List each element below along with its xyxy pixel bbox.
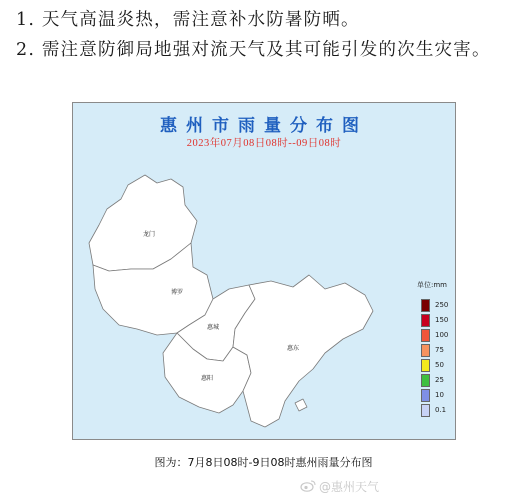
district-label-boluo: 博罗 <box>171 289 184 296</box>
figure-caption: 图为：7月8日08时-9日08时惠州雨量分布图 <box>154 456 373 469</box>
watermark <box>300 478 379 495</box>
legend-value: 25 <box>435 376 444 384</box>
legend-swatch <box>421 314 430 327</box>
legend-value: 0.1 <box>435 406 447 414</box>
rainfall-map <box>72 102 456 440</box>
legend-item <box>421 329 461 342</box>
legend-item <box>421 404 461 417</box>
legend-unit: 单位:mm <box>417 281 447 289</box>
legend-item <box>421 299 461 312</box>
notice-line-2: 2. 需注意防御局地强对流天气及其可能引发的次生灾害。 <box>16 40 491 60</box>
legend-value: 250 <box>435 301 449 309</box>
legend-value: 50 <box>435 361 444 369</box>
legend-swatch <box>421 359 430 372</box>
map-title: 惠州市雨量分布图 <box>160 116 368 136</box>
legend-swatch <box>421 389 430 402</box>
notice-line-1: 1. 天气高温炎热，需注意补水防暑防晒。 <box>16 10 360 30</box>
coast-island <box>295 399 307 411</box>
legend-item <box>421 389 461 402</box>
legend-swatch <box>421 344 430 357</box>
legend-value: 100 <box>435 331 449 339</box>
legend-item <box>421 359 461 372</box>
legend-value: 10 <box>435 391 444 399</box>
legend-value: 75 <box>435 346 444 354</box>
district-label-longmen: 龙门 <box>143 231 156 238</box>
map-subtitle: 2023年07月08日08时--09日08时 <box>186 138 342 149</box>
legend-item <box>421 314 461 327</box>
district-label-huidong: 惠东 <box>287 345 300 352</box>
district-label-huicheng: 惠城 <box>207 324 220 331</box>
legend-swatch <box>421 329 430 342</box>
legend-swatch <box>421 404 430 417</box>
legend-swatch <box>421 374 430 387</box>
legend-item <box>421 344 461 357</box>
map-district-shapes <box>73 103 455 439</box>
legend-swatch <box>421 299 430 312</box>
legend-value: 150 <box>435 316 449 324</box>
watermark-text: @惠州天气 <box>319 480 380 494</box>
district-label-huiyang: 惠阳 <box>201 375 214 382</box>
weibo-icon <box>300 480 316 495</box>
legend-item <box>421 374 461 387</box>
